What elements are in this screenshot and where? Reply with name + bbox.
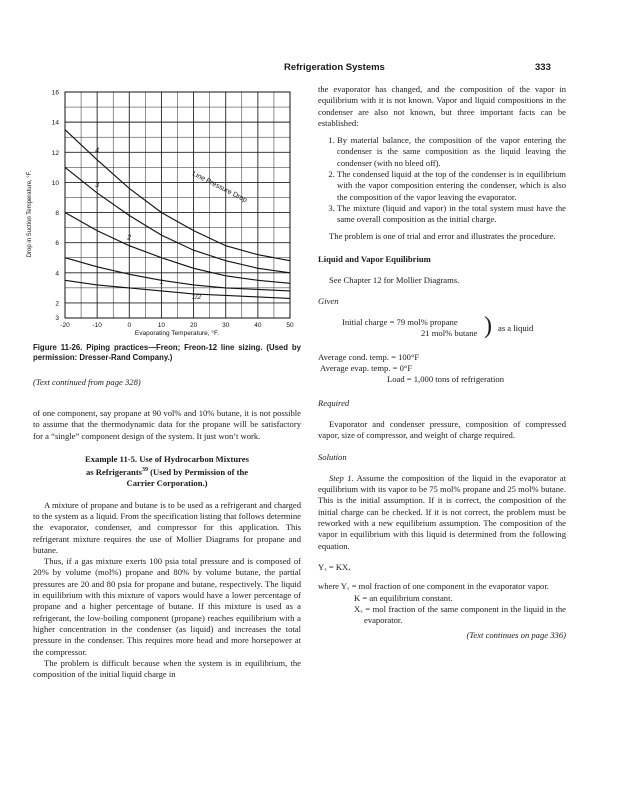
x-tick-label: -20	[60, 322, 70, 329]
continues-note: (Text continues on page 336)	[466, 630, 566, 641]
where-x: Xₓ = mol fraction of the same component in the liquid in the evaporator.	[354, 603, 566, 626]
continued-note: (Text continued from page 328)	[33, 377, 141, 387]
where-y: where Yₓ = mol fraction of one component in the evaporator vapor.	[318, 581, 549, 592]
running-header-title: Refrigeration Systems	[284, 62, 385, 73]
fact-item-1: 1. By material balance, the composition of the vapor entering the condenser is the same composition as the liquid leaving the condenser (with no bleed off).	[337, 135, 566, 169]
left-paragraph-1: of one component, say propane at 90 vol% and 10% butane, it is not possible to assume that the thermodynamic data for the propane will be satisfactory for a “single” component design of the system. It just won’t work.	[33, 408, 301, 441]
brace-glyph: )	[484, 312, 492, 339]
example-title-line2: as Refrigerants$^{39}$ (Used by Permission of the	[85, 467, 249, 478]
x-axis-label: Evaporating Temperature, °F.	[134, 330, 220, 337]
fact-item-3: 3. The mixture (liquid and vapor) in the total system must have the same overall composition as the initial charge.	[337, 203, 566, 226]
x-tick-label: 10	[157, 322, 166, 329]
equation: Yₓ = KXₓ	[318, 561, 351, 572]
y-tick-label: 2	[55, 300, 59, 308]
required-label: Required	[318, 397, 350, 408]
y-tick-label: 3	[55, 315, 59, 322]
series-label: 1/2	[191, 294, 202, 302]
piping-chart	[22, 84, 322, 340]
x-tick-label: 20	[189, 322, 198, 329]
x-tick-label: 30	[222, 322, 230, 329]
right-paragraph-4: Evaporator and condenser pressure, composition of compressed vapor, size of compressor, and weight of charge required.	[318, 418, 566, 441]
y-tick-label: 6	[55, 240, 59, 248]
left-paragraph-4: The problem is difficult because when the system is in equilibrium, the composition of the initial liquid charge in	[33, 657, 301, 680]
figure-caption: Figure 11-26. Piping practices—Freon; Freon-12 line sizing. (Used by permission: Dresser-Rand Company.)	[33, 343, 301, 362]
y-tick-label: 10	[51, 179, 59, 187]
chart-grid	[65, 92, 290, 318]
example-title-line3: Carrier Corporation.)	[126, 478, 208, 489]
left-paragraph-3: Thus, if a gas mixture exerts 100 psia total pressure and is composed of 20% by volume (mol%) propane and 80% by volume butane, the partial pressures are 20 and 80 psia for propane and butane, respectively. The liquid in equilibrium with this mixture of vapors would have a lower percentage of propane and a higher percentage of butane. If this mixture is used as a refrigerant, the low-boiling component (propane) reaches equilibrium with a higher concentration in the condenser (as liquid) and increases the total pressure in the condenser. This requires more head and more horsepower at the compressor.	[33, 556, 301, 657]
charge-block	[318, 314, 566, 344]
series-label: 3	[95, 181, 100, 189]
charge-line-1: Initial charge = 79 mol% propane	[342, 316, 458, 327]
page-number: 333	[535, 62, 551, 73]
y-tick-label: 16	[51, 89, 59, 97]
series-label: 4	[95, 147, 100, 155]
y-tick-label: 12	[51, 149, 59, 157]
where-k: K = an equilibrium constant.	[354, 592, 453, 603]
series-label: 2	[127, 234, 132, 242]
x-tick-label: 40	[254, 322, 262, 329]
section-heading: Liquid and Vapor Equilibrium	[318, 253, 431, 264]
x-tick-label: 50	[286, 322, 294, 329]
y-axis-label: Drop in Suction Temperature, °F.	[27, 170, 33, 258]
x-tick-label: 0	[127, 322, 132, 329]
charge-line-2: 21 mol% butane	[421, 327, 478, 338]
left-paragraph-2: A mixture of propane and butane is to be used as a refrigerant and charged to the system as a liquid. From the specification listing that follows determine the evaporator, condenser, and compressor for this application. This refrigerant mixture requires the use of Mollier Diagrams for propane and butane.	[33, 499, 301, 555]
right-paragraph-2: The problem is one of trial and error and illustrates the procedure.	[329, 230, 556, 241]
right-paragraph-3: See Chapter 12 for Mollier Diagrams.	[329, 275, 460, 286]
fact-item-2: 2. The condensed liquid at the top of the condenser is in equilibrium with the vapor composition entering the condenser, which is also the composition of the vapor leaving the evaporator.	[337, 169, 566, 203]
charge-note: as a liquid	[498, 322, 534, 333]
series-label: 1	[159, 279, 164, 287]
y-tick-label: 14	[51, 119, 59, 127]
solution-label: Solution	[318, 451, 347, 462]
y-tick-label: 8	[55, 210, 59, 218]
right-paragraph-1: the evaporator has changed, and the composition of the vapor in equilibrium with it is not known. Vapor and liquid compositions in the condenser are also not known, but three important facts can be established:	[318, 84, 566, 128]
chart-annotation: Line Pressure Drop	[191, 170, 249, 205]
given-label: Given	[318, 296, 339, 307]
cond-temp: Average cond. temp. = 100°F	[318, 351, 420, 362]
load-line: Load = 1,000 tons of refrigeration	[387, 374, 505, 385]
y-tick-label: 4	[55, 270, 59, 278]
step-1-paragraph: Step 1. Assume the composition of the liquid in the evaporator at equilibrium with its vapor to be 75 mol% propane and 25 mol% butane. This is the initial assumption. If it is correct, the composition of the initial charge can be checked. If it is not correct, the problem must be reworked with a new equilibrium assumption. The composition of the vapor in equilibrium with this liquid is determined from the following equation.	[318, 472, 566, 551]
evap-temp: Average evap. temp. = 0°F	[320, 363, 413, 374]
x-tick-label: -10	[92, 322, 102, 329]
example-title-line1: Example 11-5. Use of Hydrocarbon Mixtures	[85, 453, 249, 464]
